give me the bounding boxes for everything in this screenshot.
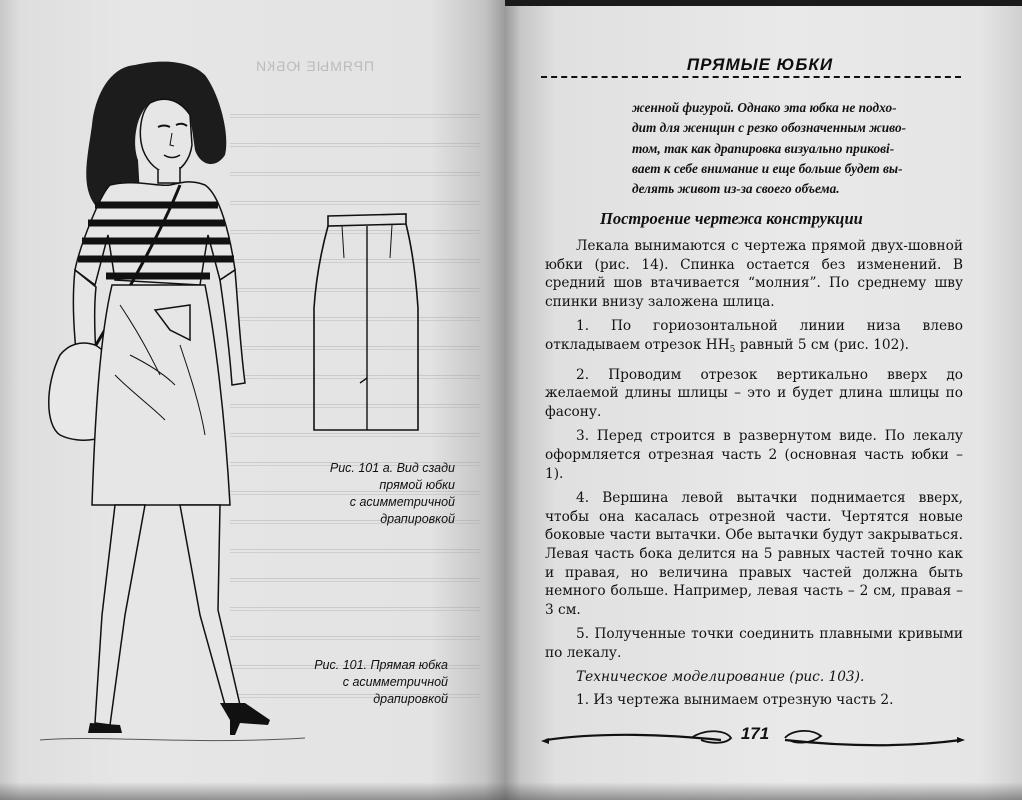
- bleed-through-header: ПРЯМЫЕ ЮБКИ: [255, 58, 375, 74]
- paragraph-step-5: 5. Полученные точки соединить плавными кривыми по лекалу.: [545, 626, 963, 661]
- paragraph: Лекала вынимаются с чертежа прямой двух-шовной юбки (рис. 14). Спинка остается без изменений. В средний шов втачивается “молния”. По среднему шву спинки внизу заложена шлица.: [545, 238, 963, 310]
- woman-figure-illustration: [40, 55, 310, 745]
- paragraph-step-2: 2. Проводим отрезок вертикально вверх до желаемой длины шлицы – это и будет длина шлицы по фасону.: [545, 366, 963, 420]
- subscript: 5: [729, 344, 736, 355]
- paragraph-last: 1. Из чертежа вынимаем отрезную часть 2.: [576, 692, 894, 709]
- caption-line: с асимметричной: [349, 495, 455, 509]
- scan-shadow: [0, 782, 1022, 800]
- caption-line: с асимметричной: [342, 675, 448, 689]
- paragraph-step-4: 4. Вершина левой вытачки поднимается вверх, чтобы она касалась отрезной части. Чертятся новые боковые части вытачки. Обе вытачки будут закрываться. Левая часть бока делится на 5 равных частей точно как и правая, но величина правых частей должна быть немного больше. Например, левая часть – 2 см, правая – 3 см.: [545, 490, 963, 618]
- step-1-text-end: равный 5 см (рис. 102).: [735, 336, 910, 353]
- left-page: [0, 0, 505, 800]
- step-1-text: 1. По гориозонтальной линии низа влево откладываем отрезок НН: [545, 318, 963, 353]
- caption-line: Рис. 101 а. Вид сзади: [329, 461, 455, 475]
- subheading-technical-modeling: Техническое моделирование (рис. 103).: [576, 669, 865, 686]
- running-title: ПРЯМЫЕ ЮБКИ: [686, 55, 834, 74]
- caption-line: драпировкой: [373, 692, 448, 706]
- paragraph-step-1: [545, 317, 963, 359]
- header-rule: [541, 76, 961, 78]
- page-number: 171: [740, 724, 770, 743]
- section-heading: Построение чертежа конструкции: [600, 209, 863, 228]
- paragraph-step-3: 3. Перед строится в развернутом виде. По лекалу оформляется отрезная часть 2 (основная часть юбки – 1).: [545, 428, 963, 482]
- intro-line: женной фигурой. Однако эта юбка не подхо-: [632, 100, 897, 115]
- intro-line: дит для женщин с резко обозначенным живо-: [632, 120, 907, 136]
- caption-line: прямой юбки: [379, 478, 455, 492]
- body-text: [545, 237, 963, 716]
- intro-paragraph: [632, 98, 962, 199]
- figure-caption-101: [296, 657, 448, 708]
- intro-line: вает к себе внимание и еще больше будет вы-: [632, 160, 903, 176]
- caption-line: драпировкой: [380, 512, 455, 526]
- intro-line: делять живот из-за своего объема.: [632, 181, 840, 197]
- intro-line: том, так как драпировка визуально прикові-: [632, 140, 895, 156]
- caption-line: Рис. 101. Прямая юбка: [314, 658, 448, 672]
- figure-caption-101a: [312, 460, 455, 528]
- skirt-back-view-drawing: [310, 208, 425, 436]
